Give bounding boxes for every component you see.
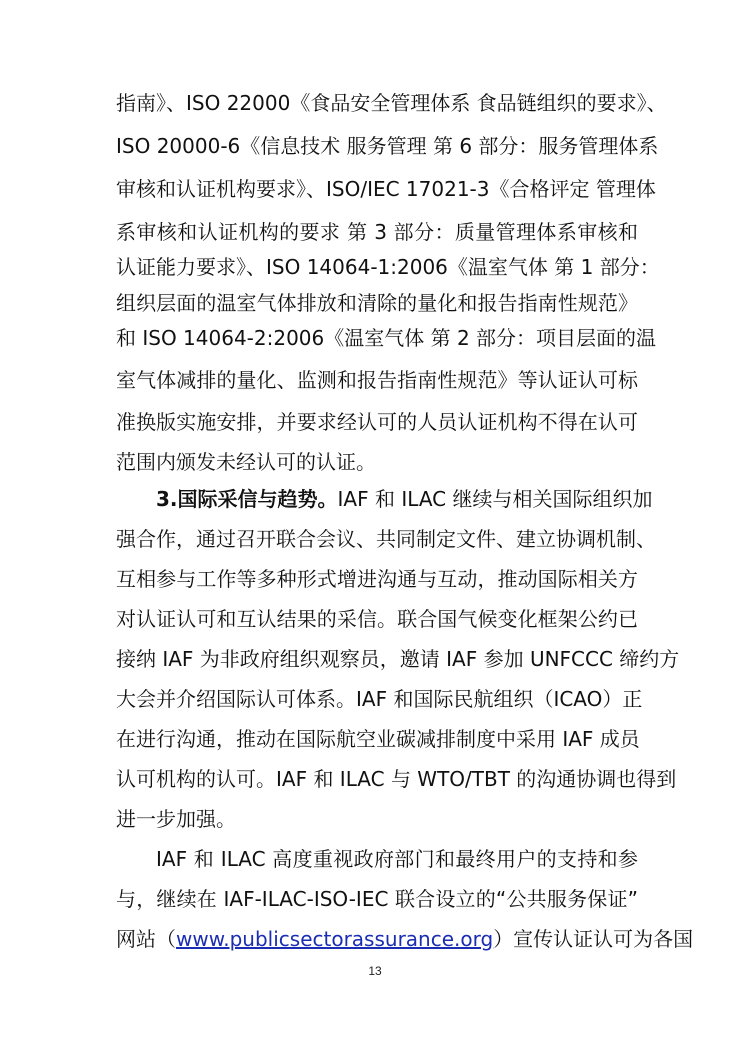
section-3-line-9: 进一步加强。 bbox=[116, 807, 236, 831]
paragraph-1-line-3: 审核和认证机构要求》、ISO/IEC 17021-3《合格评定 管理体 bbox=[116, 177, 656, 201]
line-3-suffix: ）宣传认证认可为各国 bbox=[493, 927, 694, 951]
paragraph-1-line-1: 指南》、ISO 22000《食品安全管理体系 食品链组织的要求》、 bbox=[116, 91, 667, 115]
paragraph-1-line-5: 认证能力要求》、ISO 14064-1:2006《温室气体 第 1 部分： bbox=[116, 255, 660, 279]
section-3-line-6: 大会并介绍国际认可体系。IAF 和国际民航组织（ICAO）正 bbox=[116, 687, 643, 711]
paragraph-1-line-4: 系审核和认证机构的要求 第 3 部分：质量管理体系审核和 bbox=[116, 220, 638, 244]
line-3-prefix: 网站（ bbox=[116, 927, 176, 951]
section-3-line-3: 互相参与工作等多种形式增进沟通与互动，推动国际相关方 bbox=[116, 567, 638, 591]
section-3-first-line bbox=[156, 485, 653, 513]
section-3-line-4: 对认证认可和互认结果的采信。联合国气候变化框架公约已 bbox=[116, 607, 638, 631]
paragraph-3-line-1: IAF 和 ILAC 高度重视政府部门和最终用户的支持和参 bbox=[156, 847, 638, 871]
section-3-line-7: 在进行沟通，推动在国际航空业碳减排制度中采用 IAF 成员 bbox=[116, 727, 640, 751]
section-3-line-5: 接纳 IAF 为非政府组织观察员，邀请 IAF 参加 UNFCCC 缔约方 bbox=[116, 647, 680, 671]
paragraph-1-line-6: 组织层面的温室气体排放和清除的量化和报告指南性规范》 bbox=[116, 291, 638, 315]
section-3-line-2: 强合作，通过召开联合会议、共同制定文件、建立协调机制、 bbox=[116, 527, 656, 551]
page-number: 13 bbox=[368, 964, 382, 978]
paragraph-3-line-3 bbox=[116, 925, 694, 953]
paragraph-1-line-8: 室气体减排的量化、监测和报告指南性规范》等认证认可标 bbox=[116, 368, 638, 392]
paragraph-1-line-9: 准换版实施安排，并要求经认可的人员认证机构不得在认可 bbox=[116, 410, 638, 434]
section-3-first-line-text: IAF 和 ILAC 继续与相关国际组织加 bbox=[337, 487, 653, 511]
public-sector-assurance-link[interactable]: www.publicsectorassurance.org bbox=[176, 927, 494, 951]
section-3-heading: 3.国际采信与趋势。 bbox=[156, 487, 338, 511]
paragraph-1-line-2: ISO 20000-6《信息技术 服务管理 第 6 部分：服务管理体系 bbox=[116, 134, 659, 158]
paragraph-1-line-7: 和 ISO 14064-2:2006《温室气体 第 2 部分：项目层面的温 bbox=[116, 326, 657, 350]
paragraph-1-line-10: 范围内颁发未经认可的认证。 bbox=[116, 450, 376, 474]
section-3-line-8: 认可机构的认可。IAF 和 ILAC 与 WTO/TBT 的沟通协调也得到 bbox=[116, 767, 677, 791]
paragraph-3-line-2: 与，继续在 IAF-ILAC-ISO-IEC 联合设立的“公共服务保证” bbox=[116, 887, 638, 911]
